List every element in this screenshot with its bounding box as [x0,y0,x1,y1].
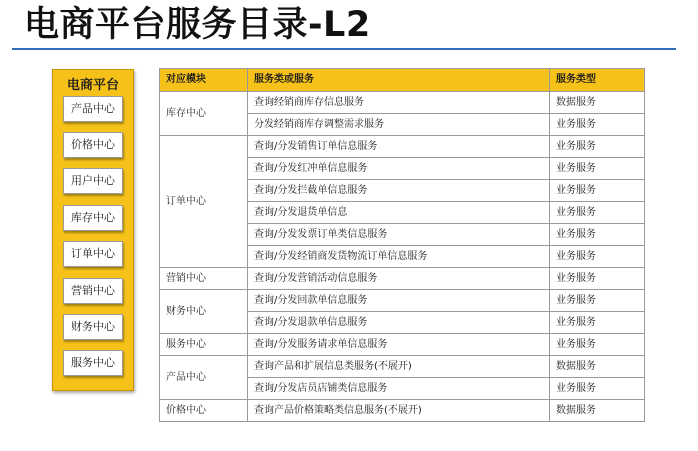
table-row [160,136,645,158]
type-cell: 数据服务 [550,400,645,422]
header-module: 对应模块 [160,69,248,92]
service-cell: 查询/分发拦截单信息服务 [248,180,550,202]
type-cell: 业务服务 [550,158,645,180]
module-cell: 库存中心 [160,92,248,136]
service-cell: 查询/分发店员店铺类信息服务 [248,378,550,400]
service-cell: 查询/分发回款单信息服务 [248,290,550,312]
type-cell: 业务服务 [550,290,645,312]
type-cell: 业务服务 [550,378,645,400]
page-title: 电商平台服务目录-L2 [24,5,371,45]
service-cell: 查询/分发退货单信息 [248,202,550,224]
service-cell: 查询/分发经销商发货物流订单信息服务 [248,246,550,268]
module-button-product[interactable]: 产品中心 [63,96,123,122]
service-cell: 查询产品和扩展信息类服务(不展开) [248,356,550,378]
type-cell: 数据服务 [550,92,645,114]
module-button-marketing[interactable]: 营销中心 [63,278,123,304]
type-cell: 业务服务 [550,334,645,356]
module-cell: 营销中心 [160,268,248,290]
module-cell: 产品中心 [160,356,248,400]
type-cell: 业务服务 [550,224,645,246]
type-cell: 业务服务 [550,202,645,224]
service-cell: 查询/分发退款单信息服务 [248,312,550,334]
table-row [160,334,645,356]
module-cell: 财务中心 [160,290,248,334]
module-button-user[interactable]: 用户中心 [63,168,123,194]
service-catalog-table [159,68,645,422]
table-row [160,290,645,312]
module-button-service[interactable]: 服务中心 [63,350,123,376]
service-cell: 查询/分发红冲单信息服务 [248,158,550,180]
type-cell: 业务服务 [550,246,645,268]
module-button-inventory[interactable]: 库存中心 [63,205,123,231]
type-cell: 业务服务 [550,312,645,334]
table-row [160,92,645,114]
table-row [160,268,645,290]
type-cell: 业务服务 [550,180,645,202]
service-cell: 查询/分发服务请求单信息服务 [248,334,550,356]
table-header-row [160,69,645,92]
module-cell: 订单中心 [160,136,248,268]
module-cell: 价格中心 [160,400,248,422]
module-button-finance[interactable]: 财务中心 [63,314,123,340]
table-row [160,356,645,378]
header-service-type: 服务类型 [550,69,645,92]
service-cell: 查询/分发发票订单类信息服务 [248,224,550,246]
type-cell: 业务服务 [550,268,645,290]
type-cell: 业务服务 [550,136,645,158]
platform-panel [52,69,134,391]
service-cell: 查询/分发销售订单信息服务 [248,136,550,158]
type-cell: 数据服务 [550,356,645,378]
service-cell: 查询经销商库存信息服务 [248,92,550,114]
type-cell: 业务服务 [550,114,645,136]
service-cell: 查询产品价格策略类信息服务(不展开) [248,400,550,422]
panel-title: 电商平台 [66,78,119,93]
module-cell: 服务中心 [160,334,248,356]
table-row [160,400,645,422]
module-button-price[interactable]: 价格中心 [63,132,123,158]
service-cell: 查询/分发营销活动信息服务 [248,268,550,290]
title-divider [12,48,676,50]
header-service: 服务类或服务 [248,69,550,92]
module-button-order[interactable]: 订单中心 [63,241,123,267]
service-cell: 分发经销商库存调整需求服务 [248,114,550,136]
